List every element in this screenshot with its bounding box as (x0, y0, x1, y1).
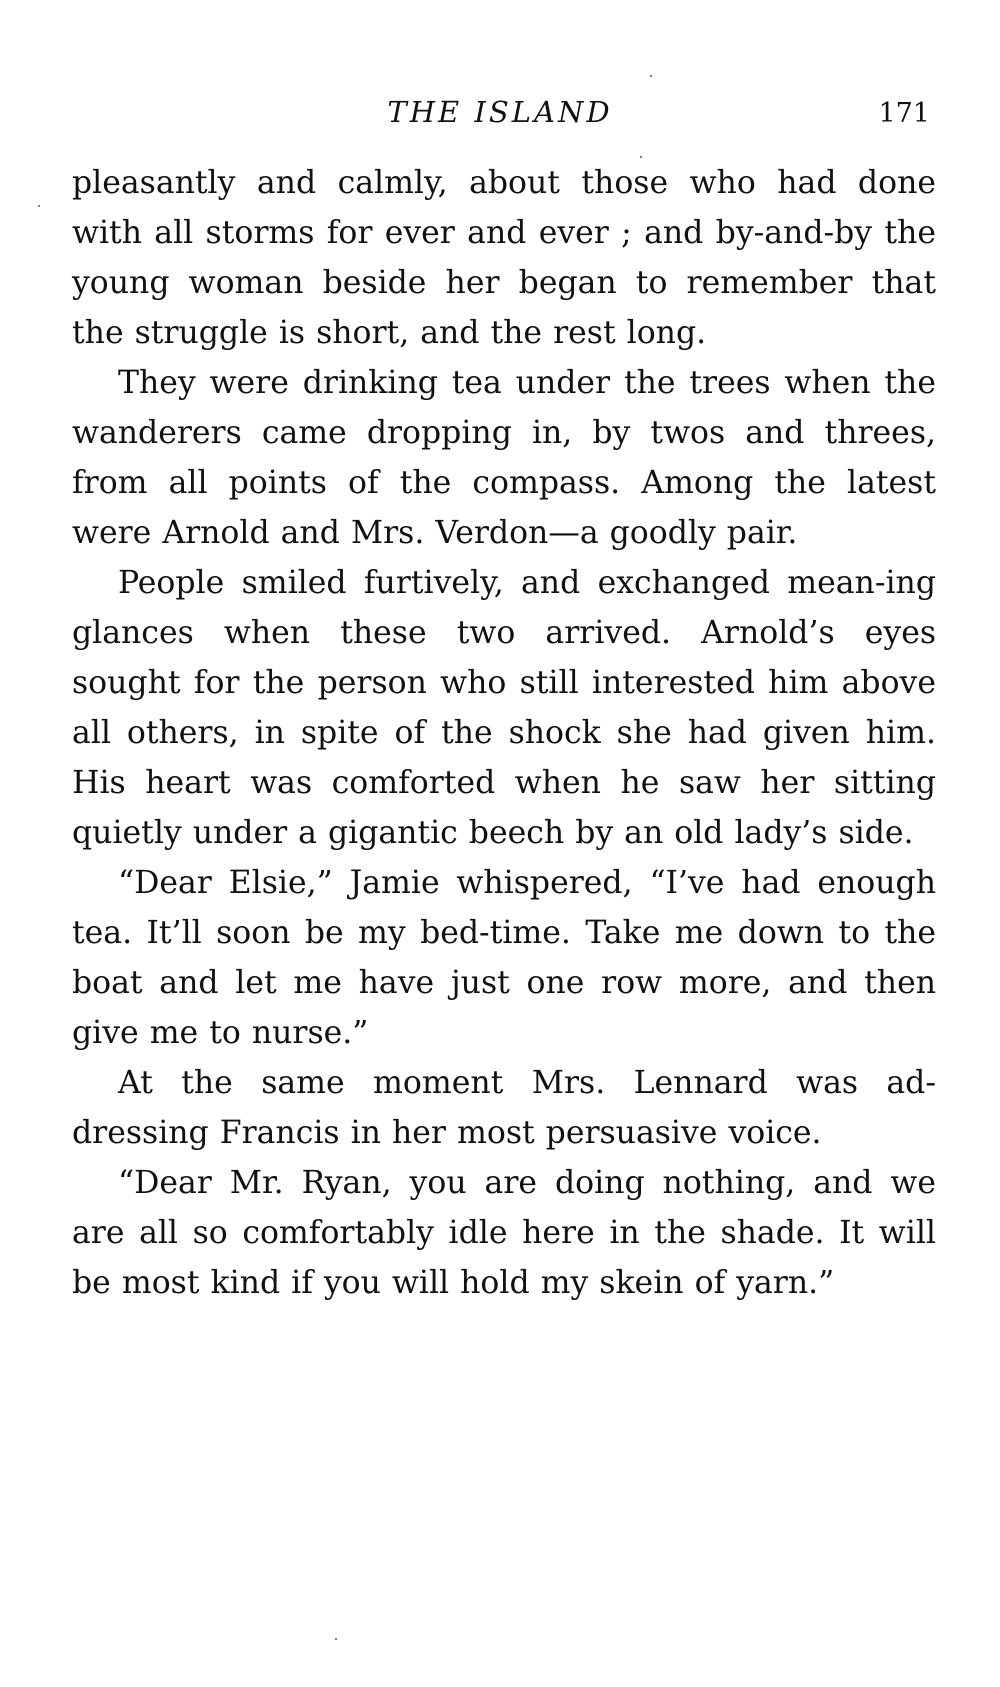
paragraph: At the same moment Mrs. Lennard was ad-dressing Francis in her most persuasive voice. (72, 1065, 936, 1151)
paper-speck (335, 1638, 337, 1640)
paragraph: “Dear Mr. Ryan, you are doing nothing, and we are all so comfortably idle here in the shade. It will be most kind if you will hold my skein of yarn.” (72, 1165, 936, 1301)
page-number: 171 (878, 98, 930, 129)
paper-speck (650, 75, 652, 77)
paragraph: “Dear Elsie,” Jamie whispered, “I’ve had enough tea. It’ll soon be my bed-time. Take me down to the boat and let me have just one row more, and then give me to nurse.” (72, 865, 936, 1051)
paragraph: They were drinking tea under the trees when the wanderers came dropping in, by twos and threes, from all points of the compass. Among the latest were Arnold and Mrs. Verdon—a goodly pair. (72, 365, 936, 551)
body-text (72, 158, 936, 1308)
paper-speck (38, 205, 40, 207)
running-title: THE ISLAND (387, 95, 613, 129)
running-head (70, 92, 930, 132)
paragraph: People smiled furtively, and exchanged mean-ing glances when these two arrived. Arnold’s eyes sought for the person who still interested him above all others, in spite of the shock she had given him. His heart was comforted when he saw her sitting quietly under a gigantic beech by an old lady’s side. (72, 565, 936, 851)
paper-speck (640, 156, 642, 158)
paragraph: pleasantly and calmly, about those who had done with all storms for ever and ever ; and by-and-by the young woman beside her began to remember that the struggle is short, and the rest long. (72, 165, 936, 351)
